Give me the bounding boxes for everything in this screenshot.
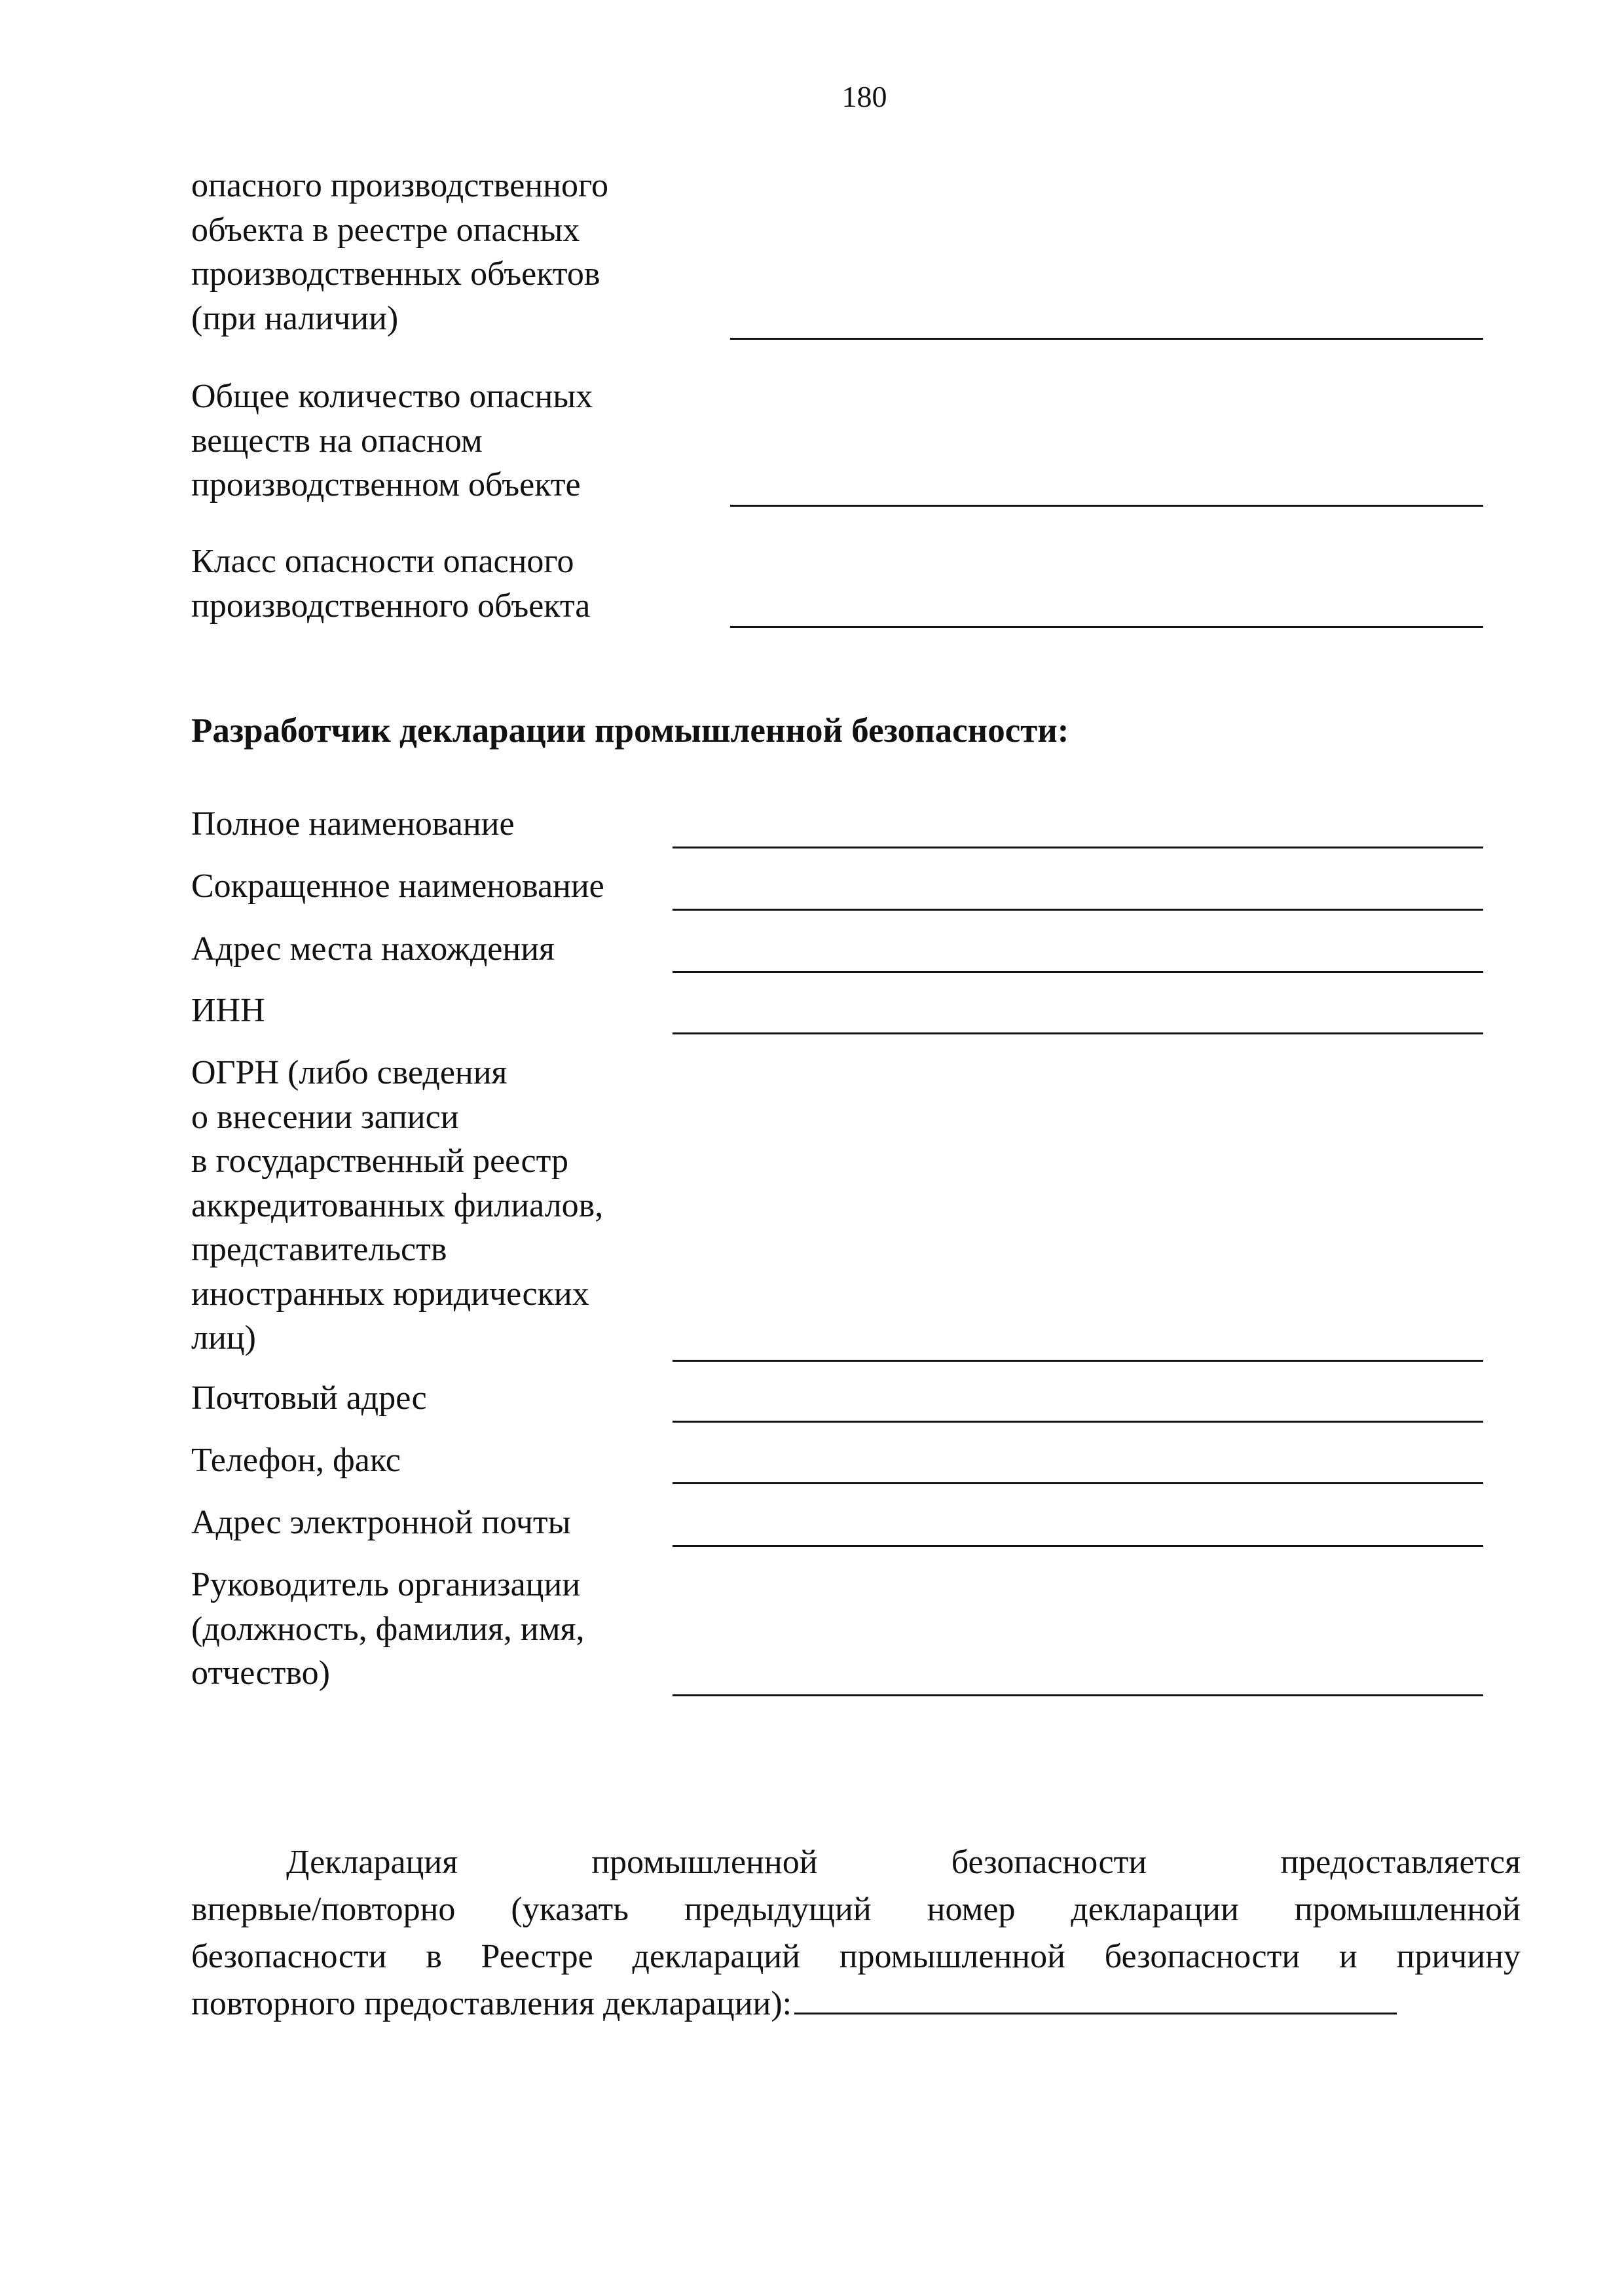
paragraph-line-4: повторного предоставления декларации): — [191, 1981, 1521, 2027]
field-line-postal-address[interactable] — [673, 1421, 1483, 1423]
paragraph-line-3: безопасности в Реестре деклараций промышленной безопасности и причину — [191, 1938, 1521, 1975]
field-line-head[interactable] — [673, 1694, 1483, 1696]
field-label-phone-fax: Телефон, факс — [191, 1442, 401, 1479]
field-label-full-name: Полное наименование — [191, 805, 515, 843]
field-label-registry-number: опасного производственного объекта в реестре опасных производственных объектов (при наличии) — [191, 167, 609, 337]
field-line-full-name[interactable] — [673, 847, 1483, 848]
field-line-phone-fax[interactable] — [673, 1482, 1483, 1484]
paragraph-line-2: впервые/повторно (указать предыдущий номер декларации промышленной — [191, 1891, 1521, 1928]
field-label-head: Руководитель организации (должность, фамилия, имя, отчество) — [191, 1566, 585, 1692]
field-line-inn[interactable] — [673, 1032, 1483, 1034]
field-line-hazardous-substances[interactable] — [730, 505, 1483, 507]
paragraph-line-1: Декларация промышленной безопасности предоставляется — [286, 1844, 1521, 1881]
field-label-hazardous-substances: Общее количество опасных веществ на опасном производственном объекте — [191, 378, 593, 503]
field-line-short-name[interactable] — [673, 909, 1483, 911]
field-label-ogrn: ОГРН (либо сведения о внесении записи в государственный реестр аккредитованных филиалов, представительств иностранных юридических лиц) — [191, 1054, 604, 1357]
field-label-inn: ИНН — [191, 992, 265, 1029]
field-label-address: Адрес места нахождения — [191, 930, 555, 968]
field-line-email[interactable] — [673, 1545, 1483, 1547]
developer-heading: Разработчик декларации промышленной безопасности: — [191, 712, 1069, 750]
field-label-email: Адрес электронной почты — [191, 1504, 571, 1541]
field-label-short-name: Сокращенное наименование — [191, 867, 604, 905]
field-line-registry-number[interactable] — [730, 338, 1483, 340]
field-line-ogrn[interactable] — [673, 1360, 1483, 1362]
page-number: 180 — [841, 80, 887, 113]
field-label-hazard-class: Класс опасности опасного производственного объекта — [191, 543, 591, 625]
field-line-address[interactable] — [673, 971, 1483, 973]
declaration-blank-line[interactable] — [794, 2013, 1397, 2014]
field-label-postal-address: Почтовый адрес — [191, 1379, 427, 1417]
field-line-hazard-class[interactable] — [730, 626, 1483, 628]
